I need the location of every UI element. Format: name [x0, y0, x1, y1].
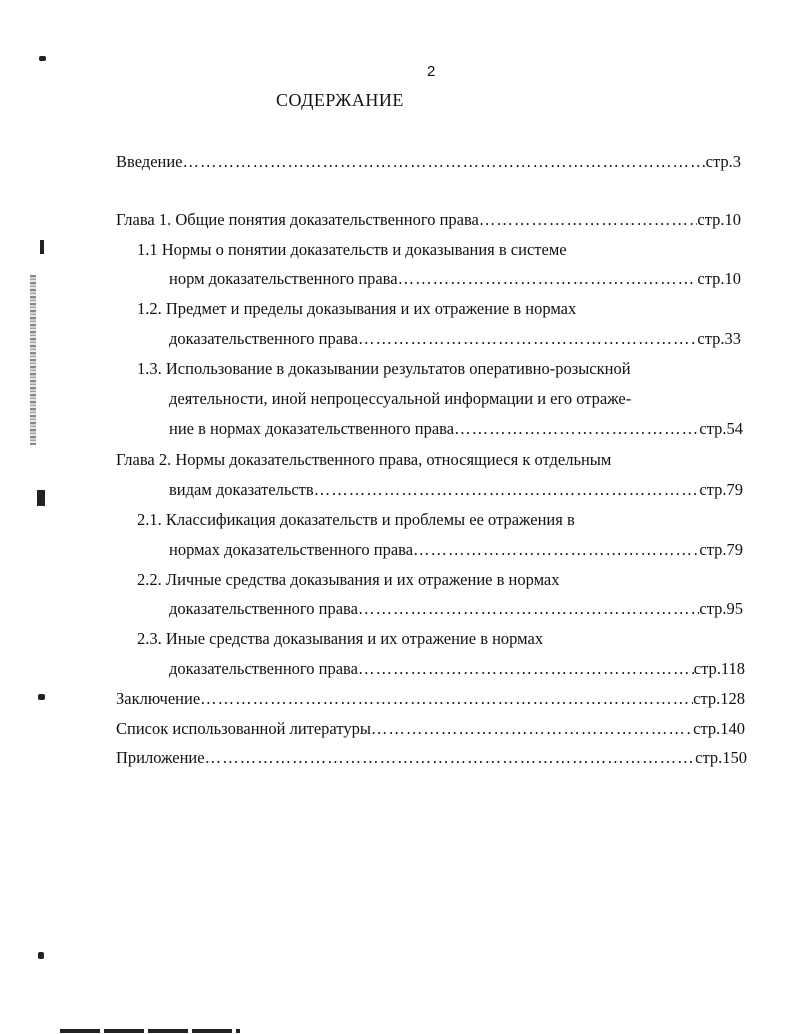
toc-entry-2-2-line1: 2.2. Личные средства доказывания и их отражение в нормах	[137, 570, 560, 589]
toc-entry-1-2-line1: 1.2. Предмет и пределы доказывания и их отражение в нормах	[137, 299, 577, 318]
scan-mark-4	[38, 694, 45, 700]
toc-entry-2-1: нормах доказательственного права …………………………………………………………………………………………………………………………………………………………… стр.79	[169, 540, 743, 560]
scan-mark-2	[40, 240, 44, 254]
scan-mark-1	[39, 56, 46, 61]
toc-entry-2-1-line1: 2.1. Классификация доказательств и проблемы ее отражения в	[137, 510, 575, 529]
scan-bottom-bar	[60, 1029, 240, 1033]
toc-entry-1-2: доказательственного права …………………………………………………………………………………………………………………………………………………………… стр.33	[169, 329, 741, 349]
scan-mark-5	[38, 952, 44, 959]
toc-entry-appendix: Приложение …………………………………………………………………………………………………………………………………………………………… стр.150	[116, 748, 747, 768]
scan-mark-3	[37, 490, 45, 506]
toc-entry-introduction: Введение …………………………………………………………………………………………………………………………………………………………… стр.3	[116, 152, 741, 172]
toc-entry-2-2: доказательственного права …………………………………………………………………………………………………………………………………………………………… стр.95	[169, 599, 743, 619]
toc-entry-1-3-line2: деятельности, иной непроцессуальной информации и его отраже-	[169, 389, 632, 408]
page-number: 2	[427, 63, 436, 80]
toc-entry-1-3: ние в нормах доказательственного права …………………………………………………………………………………………………………………………………………………………… стр.54	[169, 419, 743, 439]
toc-entry-2-3: доказательственного права …………………………………………………………………………………………………………………………………………………………… стр.118	[169, 659, 745, 679]
toc-entry-2-3-line1: 2.3. Иные средства доказывания и их отражение в нормах	[137, 629, 544, 648]
toc-entry-chapter-2-line1: Глава 2. Нормы доказательственного права, относящиеся к отдельным	[116, 450, 612, 469]
toc-entry-1-3-line1: 1.3. Использование в доказывании результатов оперативно-розыскной	[137, 359, 631, 378]
scan-strip	[30, 275, 36, 445]
toc-entry-1-1-line1: 1.1 Нормы о понятии доказательств и доказывания в системе	[137, 240, 567, 259]
toc-entry-chapter-1: Глава 1. Общие понятия доказательственного права …………………………………………………………………………………………………………………………………………………………… стр.10	[116, 210, 741, 230]
toc-entry-conclusion: Заключение …………………………………………………………………………………………………………………………………………………………… стр.128	[116, 689, 745, 709]
toc-entry-chapter-2: видам доказательств …………………………………………………………………………………………………………………………………………………………… стр.79	[169, 480, 743, 500]
toc-title: СОДЕРЖАНИЕ	[276, 90, 404, 110]
toc-entry-bibliography: Список использованной литературы …………………………………………………………………………………………………………………………………………………………… стр.140	[116, 719, 745, 739]
toc-entry-1-1: норм доказательственного права …………………………………………………………………………………………………………………………………………………………… стр.10	[169, 269, 741, 289]
